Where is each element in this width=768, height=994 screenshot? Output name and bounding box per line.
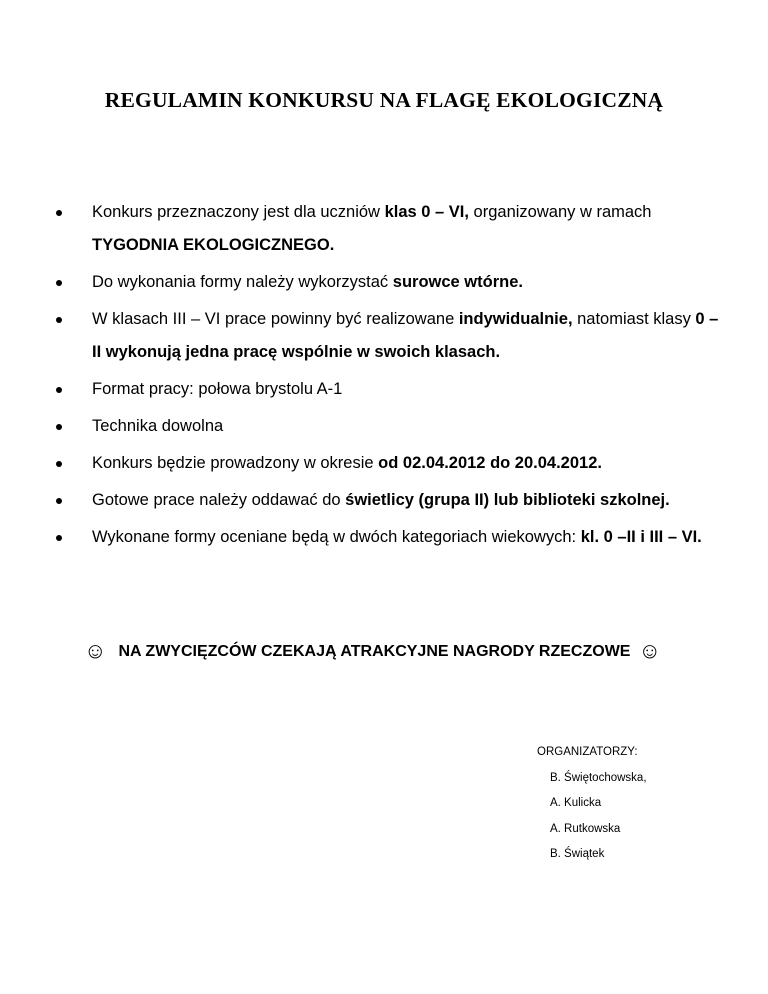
- rule-text: Technika dowolna: [92, 417, 224, 435]
- organizer-name: A. Kulicka: [550, 797, 602, 809]
- rule-item: [52, 303, 732, 369]
- organizers-heading: ORGANIZATORZY:: [537, 746, 638, 758]
- rules-list: [52, 196, 732, 558]
- rule-text: Gotowe prace należy oddawać do świetlicy (grupa II) lub biblioteki szkolnej.: [92, 491, 670, 509]
- bullet-icon: [56, 210, 62, 216]
- rule-item: [52, 196, 732, 262]
- bullet-icon: [56, 317, 62, 323]
- rule-item: [52, 447, 732, 480]
- bullet-icon: [56, 498, 62, 504]
- rule-text: Format pracy: połowa brystolu A-1: [92, 380, 343, 398]
- rule-text: Wykonane formy oceniane będą w dwóch kategoriach wiekowych: kl. 0 –II i III – VI.: [92, 528, 702, 546]
- smiley-icon: ☺: [84, 638, 107, 663]
- rule-item: [52, 521, 732, 554]
- bullet-icon: [56, 387, 62, 393]
- bullet-icon: [56, 280, 62, 286]
- smiley-icon: ☺: [638, 638, 661, 663]
- bullet-icon: [56, 424, 62, 430]
- organizer-name: B. Świątek: [550, 848, 605, 860]
- organizers-list: [537, 766, 647, 868]
- rule-text: Konkurs będzie prowadzony w okresie od 02.04.2012 do 20.04.2012.: [92, 454, 602, 472]
- rule-item: [52, 410, 732, 443]
- prize-text: NA ZWYCIĘZCÓW CZEKAJĄ ATRAKCYJNE NAGRODY RZECZOWE: [118, 643, 631, 660]
- rule-text: W klasach III – VI prace powinny być realizowane indywidualnie, natomiast klasy 0 – II wykonują jedna pracę wspólnie w swoich klasach.: [92, 310, 719, 361]
- bullet-icon: [56, 461, 62, 467]
- organizer-name: B. Świętochowska,: [550, 771, 647, 784]
- rule-text: Do wykonania formy należy wykorzystać surowce wtórne.: [92, 273, 523, 291]
- organizers-block: [537, 740, 647, 868]
- rule-item: [52, 484, 732, 517]
- prize-announcement: [84, 636, 724, 667]
- rule-item: [52, 266, 732, 299]
- rule-item: [52, 373, 732, 406]
- document-title: REGULAMIN KONKURSU NA FLAGĘ EKOLOGICZNĄ: [104, 88, 664, 112]
- rule-text: Konkurs przeznaczony jest dla uczniów klas 0 – VI, organizowany w ramach TYGODNIA EKOLOGICZNEGO.: [92, 203, 652, 254]
- bullet-icon: [56, 535, 62, 541]
- organizer-name: A. Rutkowska: [550, 822, 621, 835]
